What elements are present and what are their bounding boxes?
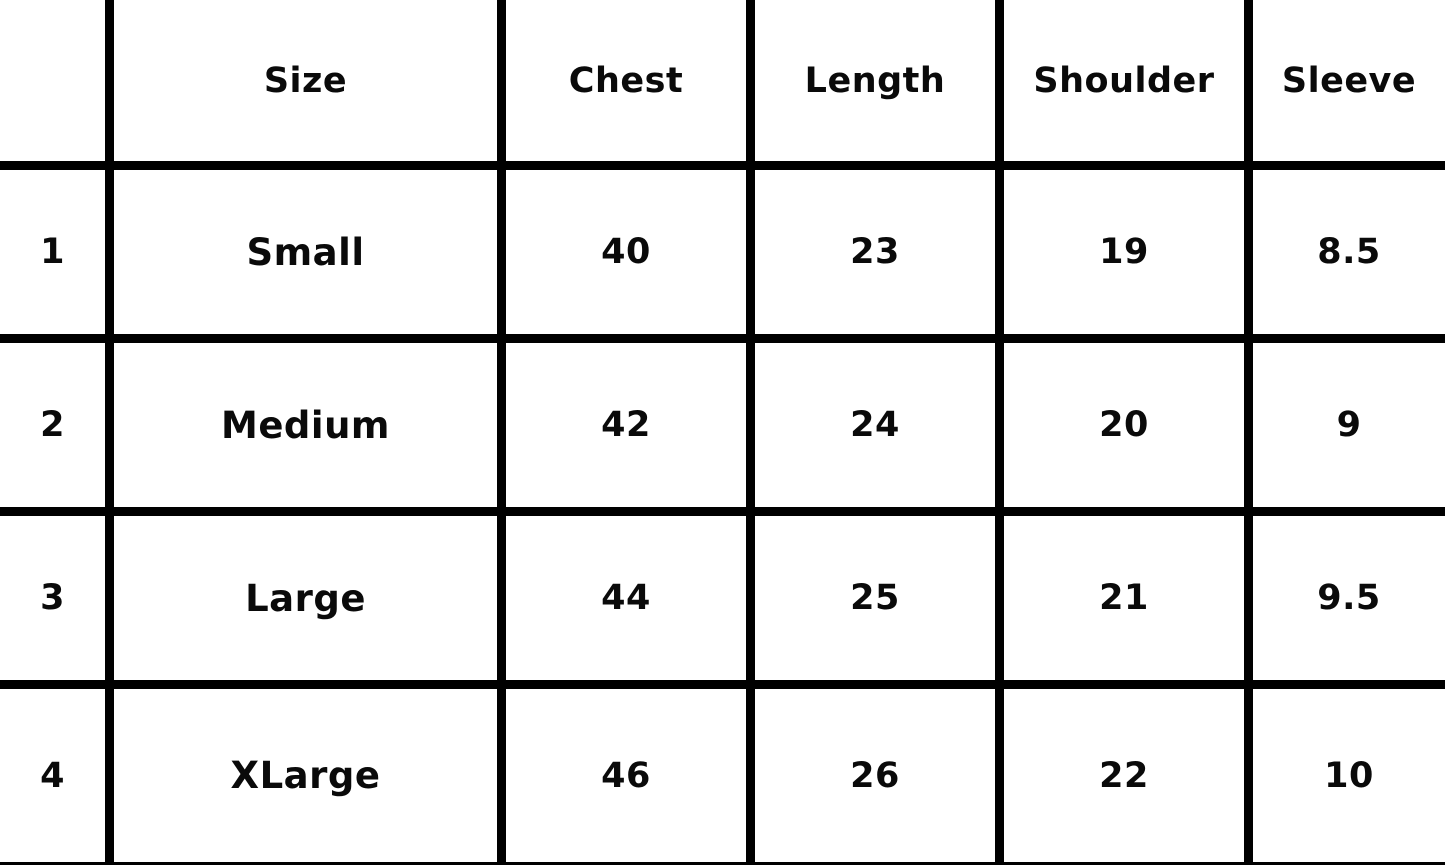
table-header-row [0,0,1445,170]
row-index: 2 [0,343,105,507]
header-cell-chest: Chest [506,0,746,161]
cell-length: 25 [755,516,995,680]
row-index: 4 [0,689,105,862]
table-row [0,516,1445,689]
cell-sleeve: 9.5 [1253,516,1445,680]
cell-sleeve: 9 [1253,343,1445,507]
cell-size: Large [114,516,497,680]
header-cell-index [0,0,105,161]
row-index: 3 [0,516,105,680]
cell-size: Medium [114,343,497,507]
header-cell-size: Size [114,0,497,161]
cell-chest: 44 [506,516,746,680]
cell-sleeve: 8.5 [1253,170,1445,334]
header-cell-sleeve: Sleeve [1253,0,1445,161]
cell-sleeve: 10 [1253,689,1445,862]
cell-shoulder: 22 [1004,689,1244,862]
cell-size: XLarge [114,689,497,862]
row-index: 1 [0,170,105,334]
cell-length: 24 [755,343,995,507]
cell-chest: 46 [506,689,746,862]
table-row [0,343,1445,516]
table-row [0,689,1445,862]
cell-shoulder: 21 [1004,516,1244,680]
header-cell-shoulder: Shoulder [1004,0,1244,161]
cell-length: 23 [755,170,995,334]
cell-chest: 40 [506,170,746,334]
cell-length: 26 [755,689,995,862]
cell-shoulder: 20 [1004,343,1244,507]
header-cell-length: Length [755,0,995,161]
cell-size: Small [114,170,497,334]
cell-shoulder: 19 [1004,170,1244,334]
cell-chest: 42 [506,343,746,507]
table-row [0,170,1445,343]
